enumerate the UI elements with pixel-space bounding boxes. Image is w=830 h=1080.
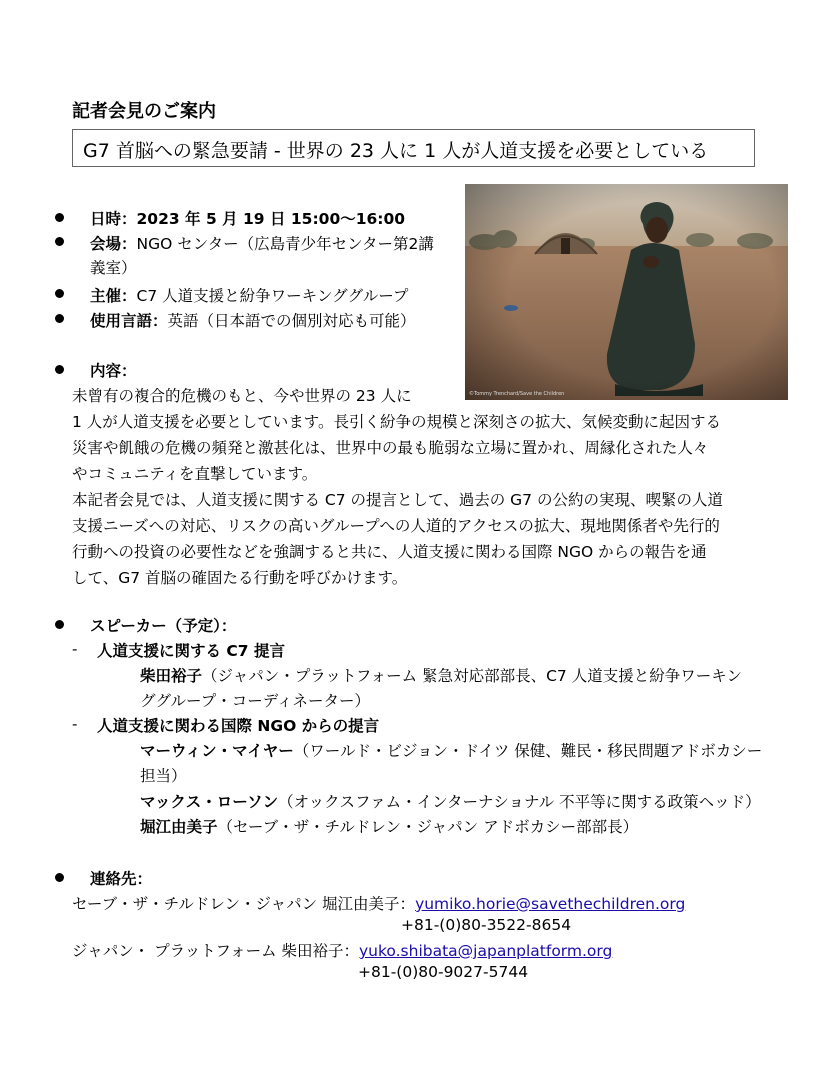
content-label: 内容： <box>90 362 137 380</box>
language-row <box>90 309 416 331</box>
language-label: 使用言語： <box>90 312 168 330</box>
speaker-lawson <box>140 790 761 812</box>
datetime-label: 日時： <box>90 210 137 228</box>
speaker-name: 柴田裕子 <box>140 667 203 685</box>
speaker-role-cont: 担当） <box>140 767 187 785</box>
content-line: 支援ニーズへの対応、リスクの高いグループへの人道的アクセスの拡大、現地関係者や先行的 <box>72 517 720 535</box>
content-line: 未曾有の複合的危機のもと、今や世界の 23 人に <box>72 387 412 405</box>
contact-org: ジャパン・ プラットフォーム 柴田裕子： <box>72 942 359 960</box>
speaker-shibata <box>140 664 742 686</box>
speakers-section2-title: 人道支援に関わる国際 NGO からの提言 <box>97 717 380 735</box>
organizer-label: 主催： <box>90 287 137 305</box>
photo-child-kneeling <box>465 184 788 400</box>
bullet-language <box>55 314 64 323</box>
organizer-row <box>90 284 408 306</box>
speakers-section1-title: 人道支援に関する C7 提言 <box>97 642 285 660</box>
speaker-name: マーウィン・マイヤー <box>140 742 294 760</box>
speaker-horie <box>140 815 638 837</box>
bullet-content <box>55 365 64 374</box>
speakers-label: スピーカー（予定）： <box>90 617 237 635</box>
content-line: 1 人が人道支援を必要としています。長引く紛争の規模と深刻さの拡大、気候変動に起因する <box>72 413 722 431</box>
contact-label: 連絡先： <box>90 870 153 888</box>
contact-phone: +81-(0)80-9027-5744 <box>358 963 529 981</box>
press-conference-title: G7 首脳への緊急要請 - 世界の 23 人に 1 人が人道支援を必要としている <box>83 140 709 162</box>
bullet-organizer <box>55 289 64 298</box>
language-value: 英語（日本語での個別対応も可能） <box>167 312 416 330</box>
speaker-role: （ジャパン・プラットフォーム 緊急対応部部長、C7 人道支援と紛争ワーキン <box>202 667 743 685</box>
speaker-role-cont: ググループ・コーディネーター） <box>140 692 371 710</box>
speaker-meyer <box>140 739 762 761</box>
contact-row-1 <box>72 892 685 914</box>
content-line: 行動への投資の必要性などを強調すると共に、人道支援に関わる国際 NGO からの報告を通 <box>72 543 707 561</box>
contact-org: セーブ・ザ・チルドレン・ジャパン 堀江由美子： <box>72 895 416 913</box>
photo-illustration <box>465 184 788 400</box>
email-link[interactable]: yuko.shibata@japanplatform.org <box>359 942 613 960</box>
page-heading: 記者会見のご案内 <box>72 101 216 122</box>
bullet-contact <box>55 873 64 882</box>
speaker-role: （オックスファム・インターナショナル 不平等に関する政策ヘッド） <box>278 793 761 811</box>
title-box <box>72 129 755 167</box>
speaker-name: 堀江由美子 <box>140 818 218 836</box>
venue-value: NGO センター（広島青少年センター第2講 <box>136 235 434 253</box>
datetime-row <box>90 207 405 229</box>
organizer-value: C7 人道支援と紛争ワーキンググループ <box>136 287 409 305</box>
photo-credit: ©Tommy Trenchard/Save the Children <box>469 391 565 397</box>
email-link[interactable]: yumiko.horie@savethechildren.org <box>415 895 686 913</box>
content-line: 災害や飢餓の危機の頻発と激甚化は、世界中の最も脆弱な立場に置かれ、周縁化された人々 <box>72 439 709 457</box>
content-line: やコミュニティを直撃しています。 <box>72 465 318 483</box>
datetime-value: 2023 年 5 月 19 日 15:00～16:00 <box>136 210 406 228</box>
contact-row-2 <box>72 939 612 961</box>
bullet-datetime <box>55 213 64 222</box>
dash-marker: - <box>72 715 78 733</box>
bullet-venue <box>55 237 64 246</box>
contact-phone: +81-(0)80-3522-8654 <box>401 916 572 934</box>
bullet-speakers <box>55 620 64 629</box>
venue-label: 会場： <box>90 235 137 253</box>
content-line: 本記者会見では、人道支援に関する C7 の提言として、過去の G7 の公約の実現、喫緊の人道 <box>72 491 723 509</box>
speaker-role: （セーブ・ザ・チルドレン・ジャパン アドボカシー部部長） <box>217 818 639 836</box>
venue-value-cont: 義室） <box>90 259 137 277</box>
dash-marker: - <box>72 640 78 658</box>
content-line: して、G7 首脳の確固たる行動を呼びかけます。 <box>72 569 408 587</box>
speaker-role: （ワールド・ビジョン・ドイツ 保健、難民・移民問題アドボカシー <box>293 742 763 760</box>
speaker-name: マックス・ローソン <box>140 793 279 811</box>
venue-row <box>90 232 434 254</box>
